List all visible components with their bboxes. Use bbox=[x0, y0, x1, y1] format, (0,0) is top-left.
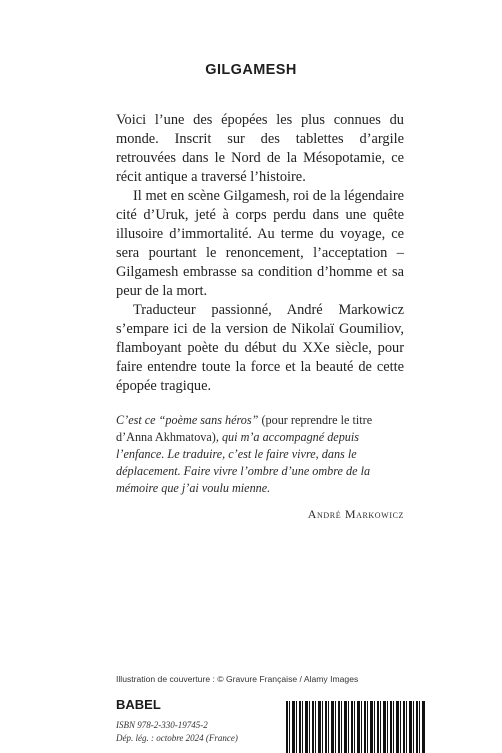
quote-part-1: C’est ce “poème sans héros” bbox=[116, 413, 262, 427]
translator-quote bbox=[116, 412, 401, 497]
publisher-name: BABEL bbox=[116, 697, 161, 712]
barcode-icon bbox=[286, 701, 426, 753]
quote-author: André Markowicz bbox=[307, 507, 404, 521]
isbn-number: ISBN 978-2-330-19745-2 bbox=[116, 720, 208, 730]
isbn-block bbox=[116, 719, 238, 745]
quote-part-2: (pour reprendre le titre d’Anna Akhmatova) bbox=[116, 413, 373, 444]
book-title: GILGAMESH bbox=[205, 62, 297, 78]
quote-part-3: , qui m’a accompagné depuis l’enfance. Le traduire, c’est le faire vivre, dans le déplacement. Faire vivre l’ombre d’une ombre de la mémoire que j’ai voulu mienne. bbox=[116, 429, 371, 495]
summary-paragraph-2: Il met en scène Gilgamesh, roi de la légendaire cité d’Uruk, jeté à corps perdu dans une quête illusoire d’immortalité. Au terme du voyage, ce sera pourtant le renoncement, l’acceptation – Gilgamesh embrasse sa condition d’homme et sa peur de la mort. bbox=[116, 188, 404, 299]
cover-illustration-credit: Illustration de couverture : © Gravure Française / Alamy Images bbox=[116, 674, 359, 684]
summary-paragraph-3: Traducteur passionné, André Markowicz s’empare ici de la version de Nikolaï Goumiliov, flamboyant poète du début du XXe siècle, pour faire entendre toute la force et la beauté de cette épopée tragique. bbox=[116, 302, 404, 394]
legal-deposit: Dép. lég. : octobre 2024 (France) bbox=[116, 733, 238, 743]
summary-paragraph-1: Voici l’une des épopées les plus connues du monde. Inscrit sur des tablettes d’argile retrouvées dans le Nord de la Mésopotamie, ce récit antique a traversé l’histoire. bbox=[116, 112, 404, 185]
back-cover-summary bbox=[116, 111, 404, 396]
